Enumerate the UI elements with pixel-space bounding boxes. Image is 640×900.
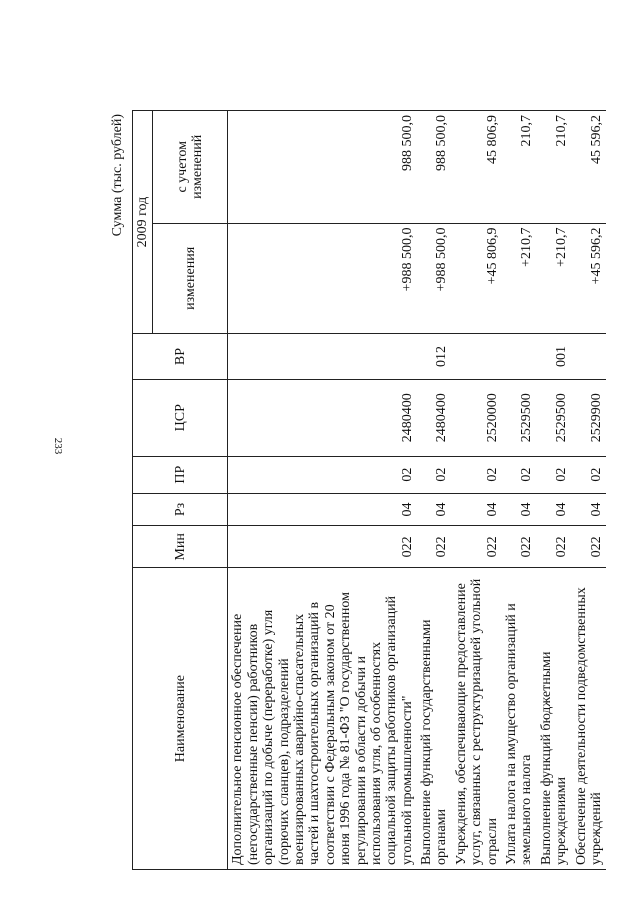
- row-total: 210,7: [502, 111, 537, 224]
- row-pr: 02: [228, 456, 417, 493]
- table-row: [452, 111, 502, 870]
- row-rz: 04: [228, 493, 417, 526]
- header-changes: изменения: [153, 223, 228, 334]
- table-row: [572, 111, 607, 870]
- row-change: +210,7: [502, 223, 537, 334]
- row-change: +45 596,2: [572, 223, 607, 334]
- row-pr: 02: [537, 456, 572, 493]
- row-name: Дополнительное пенсионное обеспечение (негосударственные пенсии) работников организаций по добыче (переработке) угля (горючих сланцев), подразделений военизированных аварийно-спасательных частей и шахтостроительных организаций в соответствии с Федеральным законом от 20 июня 1996 года № 81-ФЗ "О государственном регулировании в области добычи и использования угля, об особенностях социальной защиты работников организаций угольной промышленности": [228, 568, 417, 870]
- row-csr: 2480400: [417, 379, 452, 456]
- row-total: 988 500,0: [228, 111, 417, 224]
- header-row: [133, 111, 153, 870]
- budget-table-sheet: [110, 110, 604, 870]
- header-min: Мин: [133, 526, 228, 568]
- row-total: 45 806,9: [452, 111, 502, 224]
- row-change: +210,7: [537, 223, 572, 334]
- row-vr: [452, 334, 502, 380]
- row-rz: 04: [417, 493, 452, 526]
- row-change: +45 806,9: [452, 223, 502, 334]
- row-name: Выполнение функций бюджетными учреждениями: [537, 568, 572, 870]
- header-name: Наименование: [133, 568, 228, 870]
- row-rz: 04: [452, 493, 502, 526]
- row-min: 022: [572, 526, 607, 568]
- row-change: +988 500,0: [228, 223, 417, 334]
- row-total: 45 596,2: [572, 111, 607, 224]
- row-vr: [502, 334, 537, 380]
- row-min: 022: [452, 526, 502, 568]
- row-csr: 2520000: [452, 379, 502, 456]
- header-rz: Рз: [133, 493, 228, 526]
- row-name: Выполнение функций государственными органами: [417, 568, 452, 870]
- row-rz: 04: [572, 493, 607, 526]
- row-vr: 012: [417, 334, 452, 380]
- row-vr: 001: [537, 334, 572, 380]
- header-csr: ЦСР: [133, 379, 228, 456]
- row-name: Обеспечение деятельности подведомственных учреждений: [572, 568, 607, 870]
- row-pr: 02: [502, 456, 537, 493]
- row-csr: 2529900: [572, 379, 607, 456]
- row-pr: 02: [452, 456, 502, 493]
- row-pr: 02: [572, 456, 607, 493]
- row-pr: 02: [417, 456, 452, 493]
- table-row: [417, 111, 452, 870]
- row-min: 022: [537, 526, 572, 568]
- row-csr: 2529500: [502, 379, 537, 456]
- row-name: Уплата налога на имущество организаций и земельного налога: [502, 568, 537, 870]
- row-min: 022: [417, 526, 452, 568]
- table-row: [228, 111, 417, 870]
- row-rz: 04: [502, 493, 537, 526]
- header-year: 2009 год: [133, 111, 153, 334]
- amount-caption: Сумма (тыс. рублей): [110, 114, 125, 237]
- row-name: Учреждения, обеспечивающие предоставление услуг, связанных с реструктуризацией угольной отрасли: [452, 568, 502, 870]
- row-min: 022: [502, 526, 537, 568]
- row-rz: 04: [537, 493, 572, 526]
- budget-table: [132, 110, 606, 870]
- row-total: 210,7: [537, 111, 572, 224]
- page-number: 233: [52, 437, 64, 455]
- table-row: [502, 111, 537, 870]
- row-total: 988 500,0: [417, 111, 452, 224]
- header-pr: ПР: [133, 456, 228, 493]
- row-min: 022: [228, 526, 417, 568]
- row-vr: [228, 334, 417, 380]
- row-vr: [572, 334, 607, 380]
- row-csr: 2480400: [228, 379, 417, 456]
- table-row: [537, 111, 572, 870]
- row-csr: 2529500: [537, 379, 572, 456]
- row-change: +988 500,0: [417, 223, 452, 334]
- header-vr: ВР: [133, 334, 228, 380]
- header-with-changes: с учетом изменений: [153, 111, 228, 224]
